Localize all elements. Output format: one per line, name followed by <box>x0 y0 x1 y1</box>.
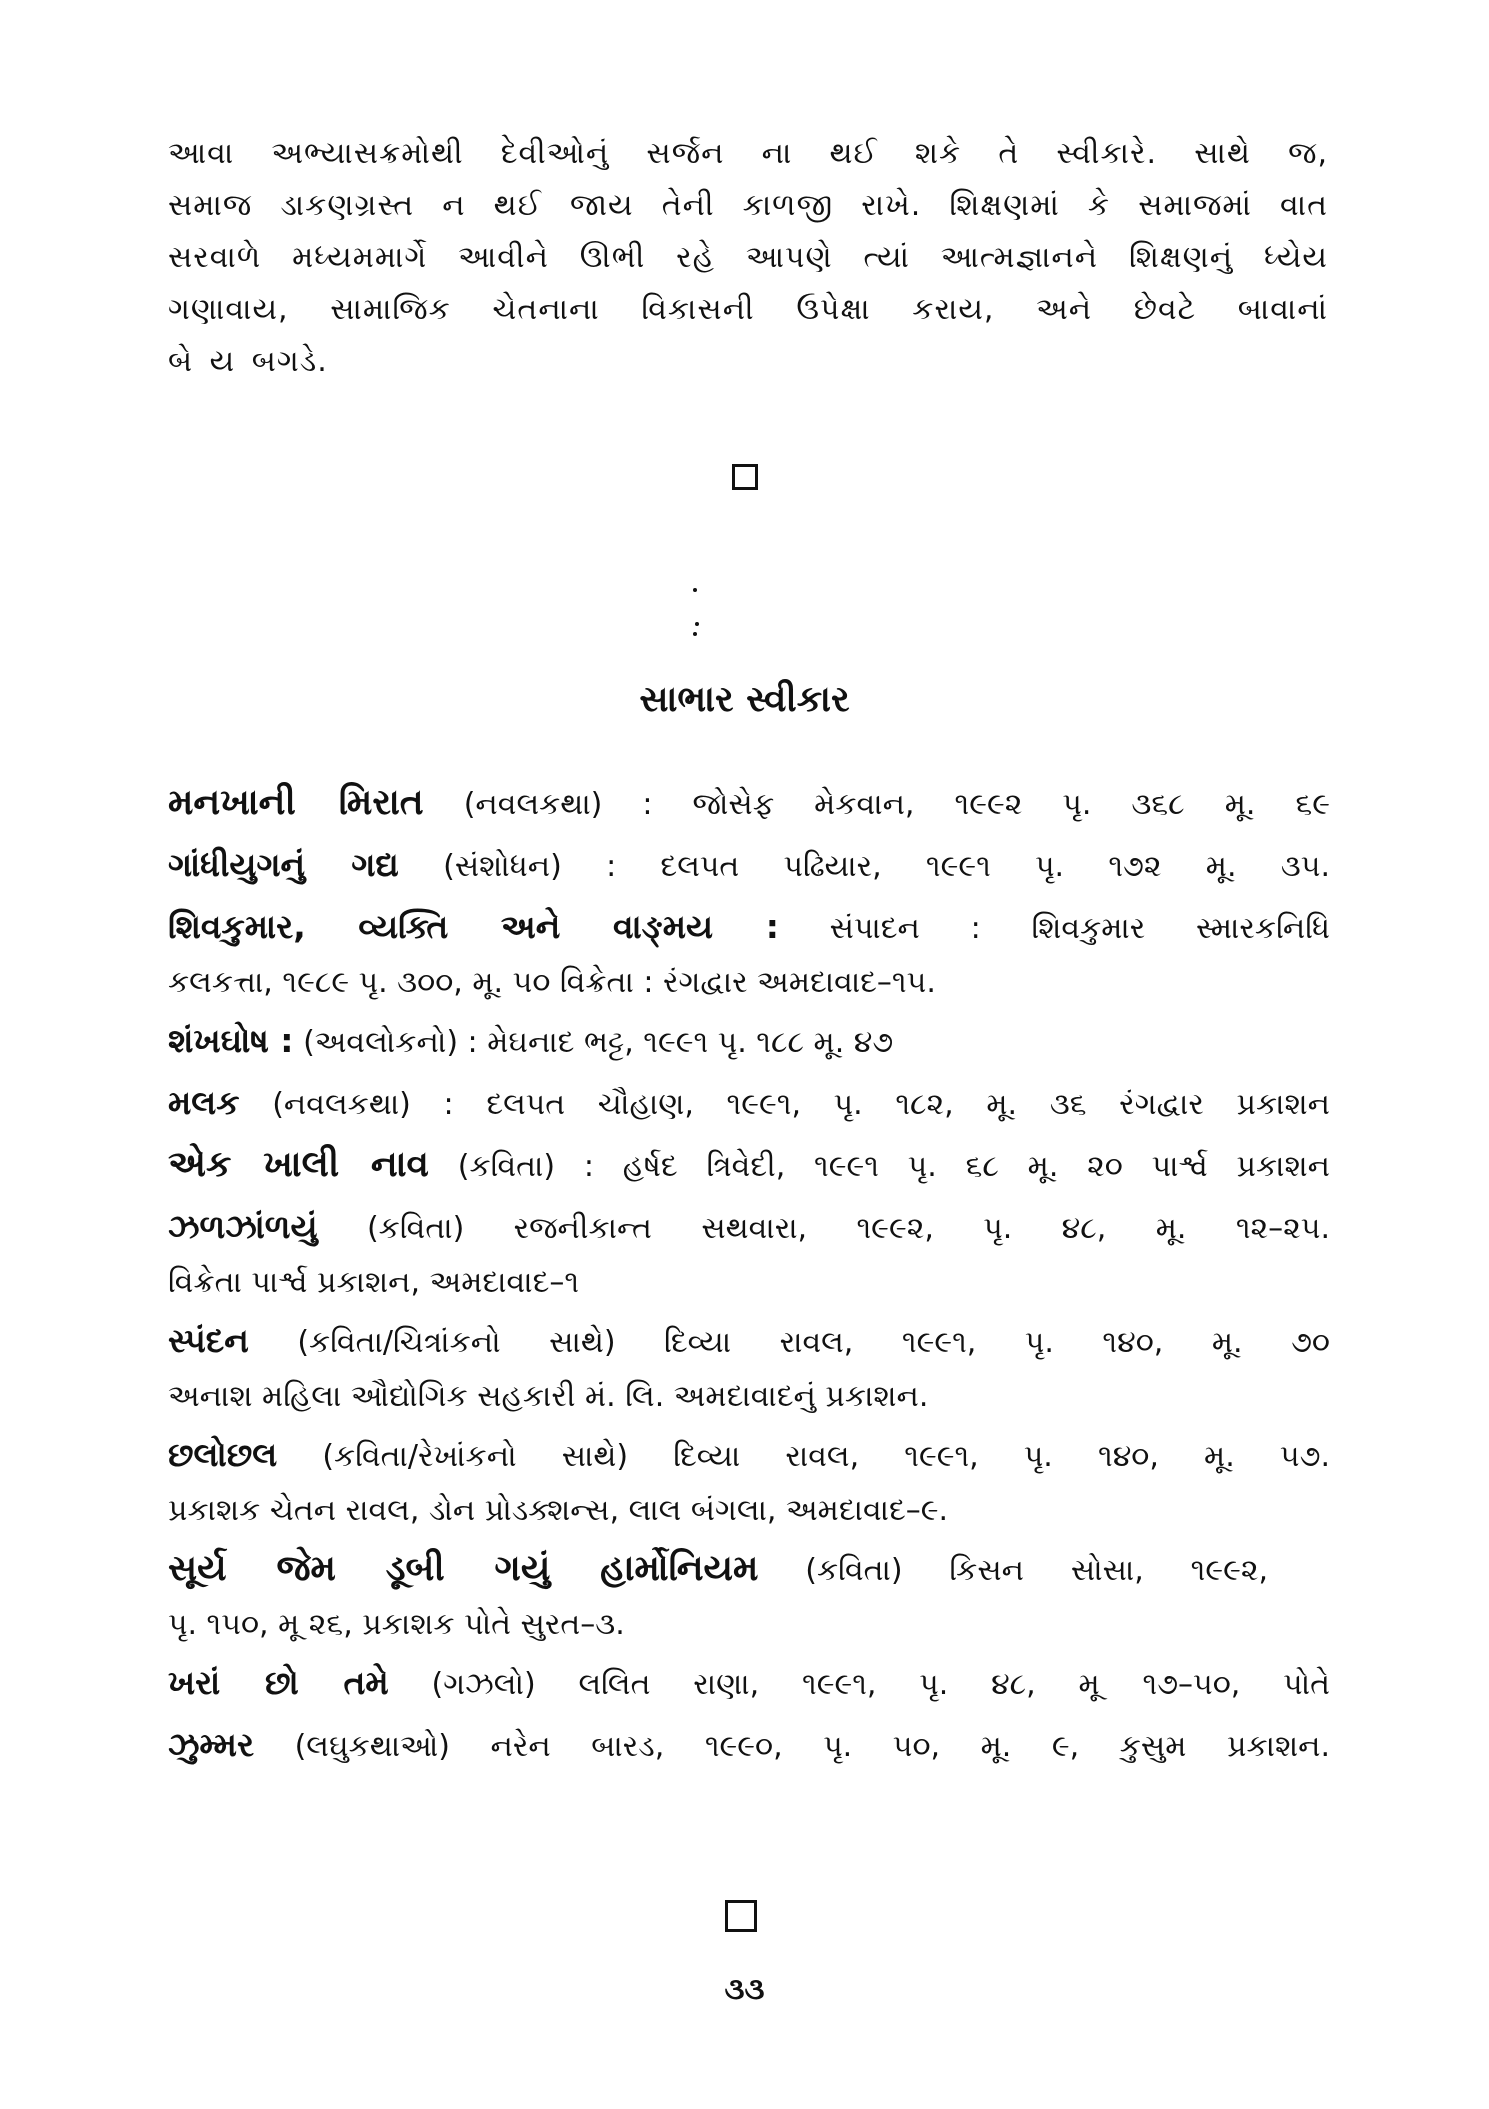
intro-paragraph <box>168 128 1328 388</box>
book-title: છલોછલ <box>168 1435 278 1474</box>
intro-line: ગણાવાય, સામાજિક ચેતનાના વિકાસની ઉપેક્ષા કરાય, અને છેવટે બાવાનાં <box>168 292 1328 327</box>
list-item <box>168 1424 1330 1538</box>
book-details: (કવિતા/ચિત્રાંકનો સાથે) દિવ્યા રાવલ, ૧૯૯૧, પૃ. ૧૪૦, મૂ. ૭૦ <box>297 1325 1330 1360</box>
section-separator-square-icon <box>732 464 758 490</box>
book-details-continued: કલકત્તા, ૧૯૮૯ પૃ. ૩૦૦, મૂ. ૫૦ વિક્રેતા : રંગદ્વાર અમદાવાદ–૧૫. <box>168 965 936 1000</box>
acknowledgement-list <box>168 772 1330 1776</box>
book-details: (નવલકથા) : જોસેફ મેકવાન, ૧૯૯૨ પૃ. ૩૬૮ મૂ. ૬૯ <box>463 787 1331 822</box>
book-details: (કવિતા/રેખાંકનો સાથે) દિવ્યા રાવલ, ૧૯૯૧, પૃ. ૧૪૦, મૂ. ૫૭. <box>322 1439 1330 1474</box>
book-details-continued: અનાશ મહિલા ઔદ્યોગિક સહકારી મં. લિ. અમદાવાદનું પ્રકાશન. <box>168 1379 929 1414</box>
section-heading: સાભાર સ્વીકાર <box>639 679 850 720</box>
end-marker-square-icon <box>725 1900 757 1932</box>
book-title: એક ખાલી નાવ <box>168 1144 429 1185</box>
book-details: (નવલકથા) : દલપત ચૌહાણ, ૧૯૯૧, પૃ. ૧૮૨, મૂ. ૩૬ રંગદ્વાર પ્રકાશન <box>272 1087 1330 1122</box>
book-title: ગાંધીયુગનું ગદ્ય <box>168 845 399 884</box>
book-title: સ્પંદન <box>168 1321 249 1360</box>
book-details: સંપાદન : શિવકુમાર સ્મારકનિધિ <box>829 911 1330 946</box>
list-item <box>168 834 1330 896</box>
print-speck <box>693 632 697 636</box>
book-details: (સંશોધન) : દલપત પઢિયાર, ૧૯૯૧ પૃ. ૧૭૨ મૂ. ૩૫. <box>443 849 1330 884</box>
print-speck <box>695 622 699 626</box>
book-title: ખરાં છો તમે <box>168 1663 389 1702</box>
book-details-continued: પ્રકાશક ચેતન રાવલ, ડોન પ્રોડક્શન્સ, લાલ બંગલા, અમદાવાદ–૯. <box>168 1493 949 1528</box>
intro-line: આવા અભ્યાસક્રમોથી દેવીઓનું સર્જન ના થઈ શકે તે સ્વીકારે. સાથે જ, <box>168 136 1328 171</box>
book-details-continued: પૃ. ૧૫૦, મૂ ૨૬, પ્રકાશક પોતે સુરત–૩. <box>168 1607 625 1642</box>
book-details: (કવિતા) રજનીકાન્ત સથવારા, ૧૯૯૨, પૃ. ૪૮, મૂ. ૧૨–૨૫. <box>366 1211 1330 1246</box>
list-item <box>168 1010 1330 1072</box>
list-item <box>168 1072 1330 1134</box>
list-item <box>168 1310 1330 1424</box>
list-item <box>168 1652 1330 1714</box>
book-title: મલક <box>168 1083 240 1122</box>
book-details: (કવિતા) કિસન સોસા, ૧૯૯૨, <box>805 1553 1268 1588</box>
page-number: ૩૩ <box>724 1972 765 2007</box>
intro-line: સરવાળે મધ્યમમાર્ગે આવીને ઊભી રહે આપણે ત્યાં આત્મજ્ઞાનને શિક્ષણનું ધ્યેય <box>168 240 1328 275</box>
list-item <box>168 772 1330 834</box>
list-item <box>168 1538 1330 1652</box>
list-item <box>168 1714 1330 1776</box>
intro-line: સમાજ ડાકણગ્રસ્ત ન થઈ જાય તેની કાળજી રાખે. શિક્ષણમાં કે સમાજમાં વાત <box>168 188 1328 223</box>
book-title: સૂર્ય જેમ ડૂબી ગયું હાર્મોનિયમ <box>168 1548 759 1589</box>
book-title: ઝુમ્મર <box>168 1725 255 1764</box>
book-title: મનખાની મિરાત <box>168 782 424 823</box>
book-title: શંખઘોષ : <box>168 1021 294 1060</box>
book-details: (કવિતા) : હર્ષદ ત્રિવેદી, ૧૯૯૧ પૃ. ૬૮ મૂ. ૨૦ પાર્શ્વ પ્રકાશન <box>457 1149 1330 1184</box>
print-speck <box>693 588 697 592</box>
book-details: (અવલોકનો) : મેઘનાદ ભટ્ટ, ૧૯૯૧ પૃ. ૧૮૮ મૂ. ૪૭ <box>303 1025 894 1060</box>
intro-line: બે ય બગડે. <box>168 344 328 379</box>
list-item <box>168 1196 1330 1310</box>
book-title: શિવકુમાર, વ્યક્તિ અને વાઙ્મય : <box>168 907 779 946</box>
book-details: (ગઝલો) લલિત રાણા, ૧૯૯૧, પૃ. ૪૮, મૂ ૧૭–૫૦, પોતે <box>431 1667 1331 1702</box>
book-title: ઝળઝાંળયું <box>168 1207 318 1246</box>
list-item <box>168 896 1330 1010</box>
book-details: (લઘુકથાઓ) નરેન બારડ, ૧૯૯૦, પૃ. ૫૦, મૂ. ૯, કુસુમ પ્રકાશન. <box>294 1729 1330 1764</box>
list-item <box>168 1134 1330 1196</box>
book-details-continued: વિક્રેતા પાર્શ્વ પ્રકાશન, અમદાવાદ–૧ <box>168 1265 580 1300</box>
